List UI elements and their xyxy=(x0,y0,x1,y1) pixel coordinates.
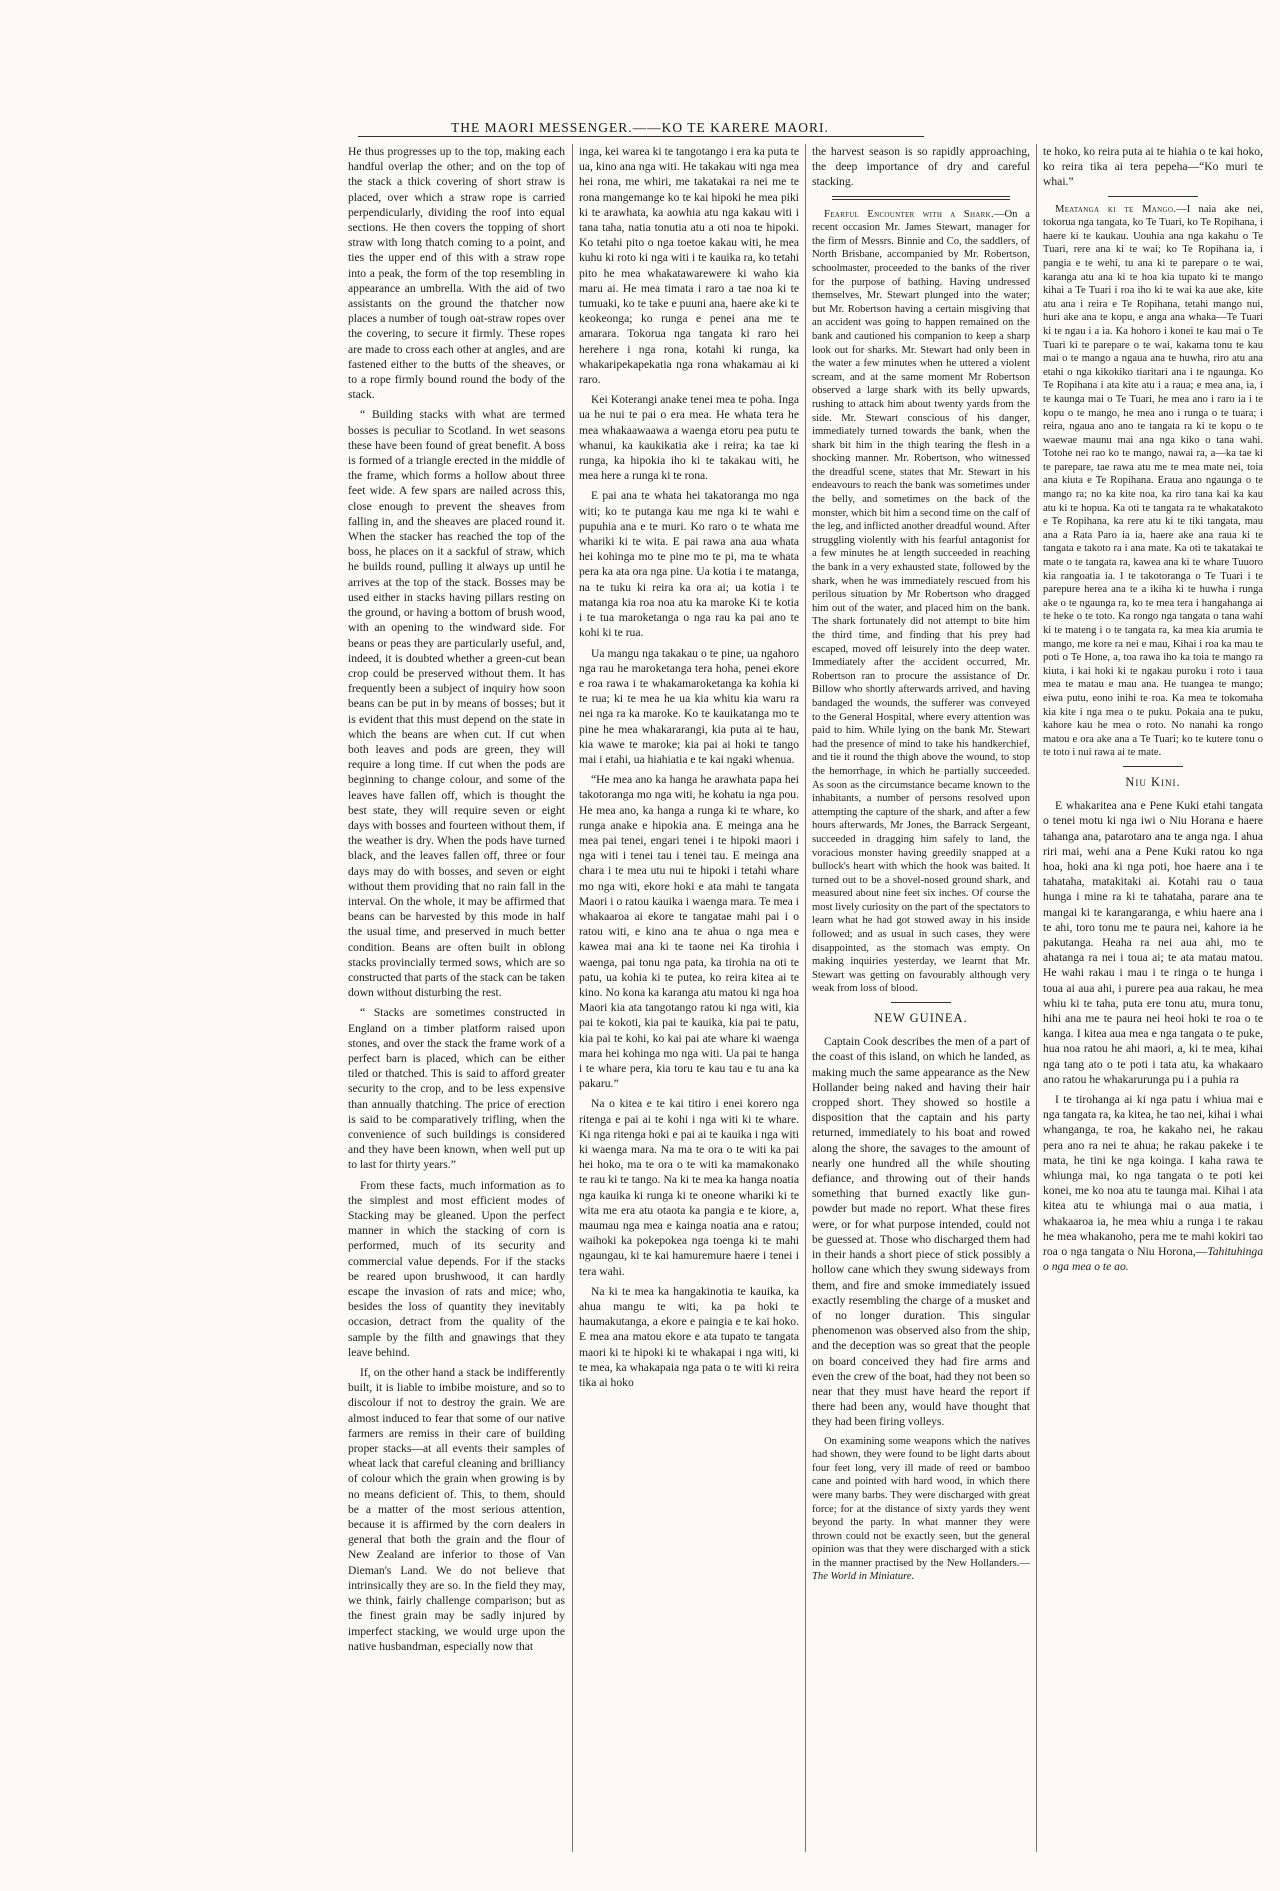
paragraph: Na o kitea e te kai titiro i enei korero nga ritenga e pai ai te kohi i nga witi ki te whare. Ki nga ritenga hoki e pai ai te kauika i nga witi ki waenga mara. Na ma te ora o te witi ka pai hei hoko, ma te ora o te witi ka mamakonako te rau ki te tango. Na ki te mea ka hanga noatia nga kauika ki runga ki te oneone whariki ki te wita me era atu otaota ka pangia e te kiore, a, maumau nga mea e kainga noatia ana e ratou; waihoki ka pokepokea nga toenga ki te mahi ngaungau, ki te kai hamuremure haere i tenei i tera wahi. xyxy=(579,1097,799,1278)
paragraph: Captain Cook describes the men of a part of the coast of this island, on which he landed, as making much the same appearance as the New Hollander being naked and having their hair cropped short. They showed so hostile a disposition that the captain and his party returned, immediately to his boat and rowed along the shore, the savages to the amount of nearly one hundred all the while shouting defiance, and throwing out of their hands something that burned exactly like gun-powder but made no report. What these fires were, or for what purpose intended, could not be guessed at. Those who discharged them had in their hands a short piece of stick possibly a hollow cane which they swung sideways from them, and fire and smoke immediately issued exactly resembling the charge of a musket and of no longer duration. This singular phenomenon was observed also from the ship, and the deception was so great that the people on board conceived they had fire arms and even the crew of the boat, had they not been so near that they must have heard the report if there had been any, would have thought that they had been firing volleys. xyxy=(812,1035,1030,1429)
section-divider xyxy=(891,1002,951,1003)
mango-article xyxy=(1043,203,1263,760)
masthead: THE MAORI MESSENGER.——KO TE KARERE MAORI. xyxy=(451,120,829,135)
new-guinea-heading: NEW GUINEA. xyxy=(874,1011,968,1026)
paragraph: te hoko, ko reira puta ai te hiahia o te kai hoko, ko reira tika ai tera pepeha—“Ko muri te whai.” xyxy=(1043,145,1263,189)
paragraph-with-source xyxy=(1043,1092,1263,1274)
paragraph: “ Stacks are sometimes constructed in England on a timber platform raised upon stones, and over the stack the frame work of a perfect barn is placed, which can be either tiled or thatched. This is said to afford greater security to the crop, and to be less expensive than annually thatching. The price of erection is said to be comparatively trifling, when the convenience of such buildings is considered and they have been known, when well put up to last for thirty years.” xyxy=(348,1006,565,1172)
source-citation: The World in Miniature. xyxy=(812,1571,915,1583)
mango-article-body: —I naia ake nei, tokorua nga tangata, ko Te Tuari, ko Te Ropihana, i haere ki te kaukau. Uouhia ana nga kakahu o Te Tuari, rere ana ki te wai; ko Te Ropihana ia, i pangia e te wehi, tu ana ki te parepare o te wai, karanga atu ana ki te hoa kia tupato ki te mango kihai a Te Tuari i roa iho ki te wai ka aue ake, kite atu ana i reira e Te Ropihana, tetahi mango nui, huri ake ana te kopu, e anga ana whaka—Te Tuari ki te ngau i a ia. Ka hohoro i konei te kau mai o Te Tuari ki te parepare o te wai, kakama tonu te kau mai o te mango a ngaua ana te huwha, riro atu ana etahi o nga kikokiko tiaritari ana i te ngaunga. Ko Te Ropihana i ata kite atu i a raua; e mea ana, ia, i te kaunga mai o Te Tuari, he mea ano i raro ia i te kopu o te mango, he mea ano i runga o te tuara; i reira, ngaua ano ano te tangata ra ki te kopu o te waewae maunu mai ana nga kiko o tana wahi. Totohe nei rao ko te mango, nawai ra, a—ka tae ki te parepare, tae rawa atu me te mea mate nei, toia ana kiuta e Te Ropihana. Eraua ano ngaunga o te mango ra; no ka kite noa, ka riro tana kai ka kau atu ki te hopua. Ka oti te tangata ra te whakatakoto e Te Ropihana, ka rere atu ki te tiki tangata, mau ana a Rata Paro ia ia, haere ake ana raua ki te tangata e takoto ra i ana mate. Ka oti te takatakai te mate o te tangata ra, kawea ana ki te whare Tuuoro kia rangoatia ia. I te takotoranga o Te Tuari i te parepure herea ana te a ikiha ki te huwha i runga ake o te ngaunga ra, ko te mea tera i hangahanga ai te heke o te toto. Ka rongo nga tangata o tana wahi ki te mateng i o te tangata ra, ka mea kia arumia te mango, me kore ra nei e mau, Kihai i roa ka mau te poti o Te Hone, a, toa rawa iho ka toia te mango ra kiuta, i kai hoki ki te ngakau puroku i roto i taua mea te matau e mau ana. He tuangea te mango; eiwa putu, eono inihi te roa. Ka mea te tokomaha kia kite i nga mea o te puku. Pokaia ana te puku, kahore kau he mea o roto. No nanahi ka rongo matou e ora ake ana a Te Tuari; ko te kutere tonu o te toto i nui rawa ai te mate. xyxy=(1043,203,1263,759)
column-divider xyxy=(805,144,806,1852)
column-2 xyxy=(579,144,799,1854)
shark-article-body: —On a recent occasion Mr. James Stewart, manager for the firm of Messrs. Binnie and Co, the saddlers, of North Brisbane, accompanied by Mr. Robertson, schoolmaster, proceeded to the banks of the river for the purpose of bathing. Having undressed themselves, Mr. Stewart plunged into the water; but Mr. Robertson having a certain misgiving that an accident was going to happen remained on the bank and cautioned his companion to keep a sharp look out for sharks. Mr. Stewart had only been in the water a few minutes when he uttered a violent scream, and at the same moment Mr Robertson observed a large shark with its belly upwards, rushing to attack him about twenty yards from the side. Mr. Stewart conscious of his danger, immediately turned towards the bank, when the shark bit him in the thigh tearing the flesh in a shocking manner. Mr. Robertson, who witnessed the dreadful scene, states that Mr. Stewart in his endeavours to reach the bank was sometimes under the belly, and sometimes on the back of the monster, which bit him a second time on the calf of the leg, and inflicted another dreadful wound. After struggling violently with his fearful antagonist for a few minutes he at length succeeded in reaching the bank in a very exhausted state, followed by the shark, when he was immediately rescued from his perilous situation by Mr Robertson who dragged him out of the water, and placed him on the bank. The shark fortunately did not attempt to bite him the third time, and finding that his prey had escaped, moved off leisurely into the deep water. Immediately after the accident occurred, Mr. Robertson ran to procure the assistance of Dr. Billow who shortly afterwards arrived, and having bandaged the wounds, the sufferer was conveyed to the General Hospital, where every attention was paid to him. While lying on the bank Mr. Stewart had the presence of mind to take his handkerchief, and tie it round the thigh above the wound, to stop the hemorrhage, in which he partially succeeded. As soon as the circumstance became known to the inhabitants, a number of persons resolved upon attempting the capture of the shark, and after a few hours afterwards, Mr Jones, the Barrack Sergeant, succeeded in dragging him safely to land, the voracious monster having greedily snapped at a bullock's heart with which the hook was baited. It turned out to be a shovel-nosed ground shark, and measured about nine feet six inches. Of course the most lively curiosity on the part of the spectators to learn what he had got stowed away in his inside followed; and as usual in such cases, they were disappointed, as the stomach was empty. On making inquiries yesterday, we learnt that Mr. Stewart was getting on favourably although very weak from loss of blood. xyxy=(812,208,1030,995)
column-divider xyxy=(1036,144,1037,1852)
paragraph: He thus progresses up to the top, making each handful overlap the other; and on the top of the stack a thick covering of short straw is placed, over which a straw rope is carried perpendicularly, dividing the roof into equal sections. He then covers the topping of short straw with long thatch coming to a point, and ties the upper end of this with a straw rope into a peak, the form of the top resembling in appearance an umbrella. With the aid of two assistants on the ground the thatcher now places a number of tough oat-straw ropes over the covering, to secure it firmly. These ropes are made to cross each other at angles, and are fastened either to the butts of the sheaves, or to a rope firmly bound round the body of the stack. xyxy=(348,145,565,402)
section-divider xyxy=(1108,196,1198,197)
source-citation: Tahituhinga o nga mea o te ao. xyxy=(1043,1245,1263,1274)
paragraph: E pai ana te whata hei takatoranga mo nga witi; ko te putanga kau me nga ki te wahi e pupuhia ana e te muri. Ko raro o te whata me whariki ki te wita. E pai rawa ana aua whata hei kohinga mo te pine mo te pi, ma te whata pera ka ata ora nga pine. Ua kotia i te matanga, na te tuku ki reira ka ora ai; ua kotia i te matanga kia roa noa atu ka maroke Ki te kotia i te tua maroketanga o nga rau ka pai ano te kohi ki te rua. xyxy=(579,489,799,640)
paragraph: inga, kei warea ki te tangotango i era ka puta te ua, kino ana nga witi. He takakau witi nga mea hei rona, me whiri, me takatakai ra nei me te rona mangemange ko te kai hipoki he mea piki ki te arawhata, ka aowhia atu nga kakau witi i tana taha, natia tonutia atu a oti noa te hipoki. Ko tetahi pito o nga toetoe kakau witi, he mea kuhu ki roto ki nga witi i te kauika ra, ko tetahi pito he mea whakatawarewere ki waho kia maru ai. He mea timata i raro a tae noa ki te tumuaki, ko te take e puuni ana, haere ake ki te keokeonga; ko runga e penei ana me te amarara. Tokorua nga tangata ki raro hei herehere i nga rona, kotahi ki runga, ka whakaripekapekatia nga rona whakamau ai ki raro. xyxy=(579,145,799,387)
shark-article xyxy=(812,208,1030,996)
paragraph: “He mea ano ka hanga he arawhata papa hei takotoranga mo nga witi, he kohatu ia nga pou. He mea ano, ka hanga a runga ki te whare, ko runga anake e hipokia ana. E meinga ana he mea pai tenei, engari tenei i te hipoki maori i nga witi i tenei tau i tenei tau. E meinga ana chara i te mea utu nui te hipoki i tetahi whare mo nga witi, ekore hoki e ata mahi te tangata Maori i o ratou kauika i waenga mara. Te mea i whakaaroa ai ekore te tangatae mahi pai i o ratou witi, e kino ana te ahua o nga mea e kawea mai ana ki te taone nei Ka tirohia i waenga, pai tonu nga pata, ka tirohia na oti te patu, ua kohia ki te putea, ko reira kitea ai te kino. No kona ka karanga atu matou ki nga hoa Maori kia ata tangotango ratou ki nga witi, kia pai te kokoti, kia pai te kauika, kia pai te patu, kia pai te kohi, ko kai pai ate whare ki waenga mara hei kohinga mo nga witi. Ua pai te hanga i te whare pera, kia toru te kau tau e tu ana ka pakaru.” xyxy=(579,773,799,1091)
niu-kini-heading: Niu Kini. xyxy=(1125,774,1181,789)
paragraph: “ Building stacks with what are termed bosses is peculiar to Scotland. In wet seasons these have been found of great benefit. A boss is formed of a triangle erected in the middle of the frame, which forms a hollow about three feet wide. A few spars are nailed across this, close enough to prevent the sheaves from falling in, and the sheaves are placed round it. When the stacker has reached the top of the boss, he places on it a sackful of straw, which he builds round, pulling it always up until he arrives at the top of the stack. Bosses may be used either in stacks having pillars resting on the ground, or having a bottom of brush wood, with an opening to the windward side. For beans or peas they are particularly useful, and, indeed, it is doubted whether a green-cut bean crop could be preserved without them. It has frequently been a subject of inquiry how soon beans can be put in by means of bosses; but it is evident that this must depend on the state in which the beans are when cut. If cut when both leaves and pods are green, they will require a long time. If cut when the pods are beginning to change colour, and some of the leaves have fallen off, which is thought the best state, they will require seven or eight days with bosses and fourteen without them, if the weather is dry. When the pods have turned black, and the leaves fallen off, three or four days may do with bosses, and seven or eight without them providing that no rain fall in the interval. On the whole, it may be affirmed that beans can be harvested by this mode in half the usual time, and preserved in much better condition. Beans are often built in oblong stacks provincially termed sows, which are so constructed that parts of the stack can be taken down without disturbing the rest. xyxy=(348,408,565,1000)
column-1 xyxy=(348,144,565,1854)
paragraph: the harvest season is so rapidly approaching, the deep importance of dry and careful stacking. xyxy=(812,145,1030,189)
paragraph: Ua mangu nga takakau o te pine, ua ngahoro nga rau he maroketanga tera hoha, penei ekore e roa rawa i te whakamaroketanga ka kohia ki te rua; ki te mea he ua kia whitu kia waru ra nei nga ra ka maroke. Ko te kauikatanga mo te pine he mea whakararangi, kia puta ai te hau, kia wawe te maroke; kia pai ai hoki te tango mai i etahi, ua hiahiatia e te kai ngaki whenua. xyxy=(579,646,799,766)
paragraph: Na ki te mea ka hangakinotia te kauika, ka ahua mangu te witi, ka pa hoki te haumakutanga, a ekore e paingia e te kai hoko. E mea ana matou ekore e ata tupato te tangata maori ki te hipoki ki te whakapai i nga witi, ki te mea, ka whakapaia nga pata o te witi ki reira tika ai hoko xyxy=(579,1284,799,1390)
paragraph: On examining some weapons which the natives had shown, they were found to be light darts about four feet long, very ill made of reed or bamboo cane and pointed with hard wood, in which there were many barbs. They were discharged with great force; for at the distance of sixty yards they went beyond the party. In what manner they were thrown could not be exactly seen, but the general opinion was that they were discharged with a stick in the manner practised by the New Hollanders.— xyxy=(812,1435,1030,1569)
shark-article-title: Fearful Encounter with a Shark. xyxy=(824,208,994,220)
section-divider xyxy=(832,196,1010,200)
paragraph: E whakaritea ana e Pene Kuki etahi tangata o tenei motu ki nga iwi o Niu Horana e haere tahanga ana, patarotaro ana te anga nga. I ahua riri mai, wehi ana a Pene Kuki ratou ko nga hoa, hoki ana ki nga poti, hoe haere ana i te tahataha, matakitaki ai. Kotahi rau o taua hunga i mine ra ki te tahataha, parare ana te mangai ki te karangaranga, e whiu haere ana i te ahi, toro tonu me te paura nei, kahore ia he pakutanga. Heaha ra nei aua ahi, mo te ahatanga ra nei i toua ai; te ata matau matou. He wahi rakau i mau i te ringa o te hunga i toua ai aua ahi, i purere pea aua rakau, he mea whiu ki te taha, puta ere tonu atu, mura tonu, hihi ana me te paura nei heoi hoki te roa o te kanga. I kitea aua mea e nga tangata o te puke, hua noa ratou he ahi maori, a, ki te mea, kihai nga tang ato o te poti i tata atu, ka whakaaro ano ratou he whakarurunga pu i a puhia ra xyxy=(1043,799,1263,1086)
masthead-rule xyxy=(358,136,924,137)
paragraph: If, on the other hand a stack be indifferently built, it is liable to imbibe moisture, and so to discolour if not to destroy the grain. We are almost induced to fear that some of our native farmers are remiss in their care of building proper stacks—at all events their samples of wheat lack that careful cleaning and brilliancy of colour which the grain when growing is by no means deficient of. This, to them, should be a matter of the most serious attention, because it is affirmed by the corn dealers in general that both the grain and the flour of New Zealand are inferior to those of Van Dieman's Land. We do not believe that intrinsically they are so. In the field they may, we think, fairly challenge comparison; but as the finest grain may be sadly injured by imperfect stacking, we would urge upon the native husbandman, especially now that xyxy=(348,1366,565,1653)
column-4 xyxy=(1043,144,1263,1854)
paragraph: From these facts, much information as to the simplest and most efficient modes of Stacking may be gleaned. Upon the perfect manner in which the stacking of corn is performed, much of its security and commercial value depends. For if the stacks be reared upon brushwood, it can hardly escape the invasion of rats and mice; who, besides the loss of quantity they inevitably occasion, detract from the quality of the sample by the filth and gnawings that they leave behind. xyxy=(348,1178,565,1359)
column-divider xyxy=(572,144,573,1852)
section-divider xyxy=(1123,766,1183,767)
paragraph-with-source xyxy=(812,1435,1030,1585)
mango-article-title: Meatanga ki te Mango. xyxy=(1055,203,1177,215)
paragraph: Kei Koterangi anake tenei mea te poha. Inga ua he nui te pai o era mea. He whata tera he mea whakaawaawa a waenga etoru pea putu te whanui, ka kaukikatia ake i reira; ka tae ki runga, ka hipokia iho ki te takakau witi, he mea here a runga ki te rona. xyxy=(579,393,799,483)
paragraph: I te tirohanga ai ki nga patu i whiua mai e nga tangata ra, ka kitea, he tao nei, kihai i whai whanganga, te roa, he kakaho nei, he rakau pera ano ra nei te ahua; he rakau pakeke i te mata, he tini ke nga koinga. I kaha rawa te whiunga mai, ko nga tangata o te poti kei konei, me ko noa atu te taunga mai. Kihai i ata kitea atu te whiunga mai o aua matia, i whakaaroa ia, he mea whiu a runga i te rakau he mea whakanoho, pera me te mahi kokiri tao roa o nga tangata o Niu Horona,— xyxy=(1043,1093,1263,1259)
column-3 xyxy=(812,144,1030,1854)
